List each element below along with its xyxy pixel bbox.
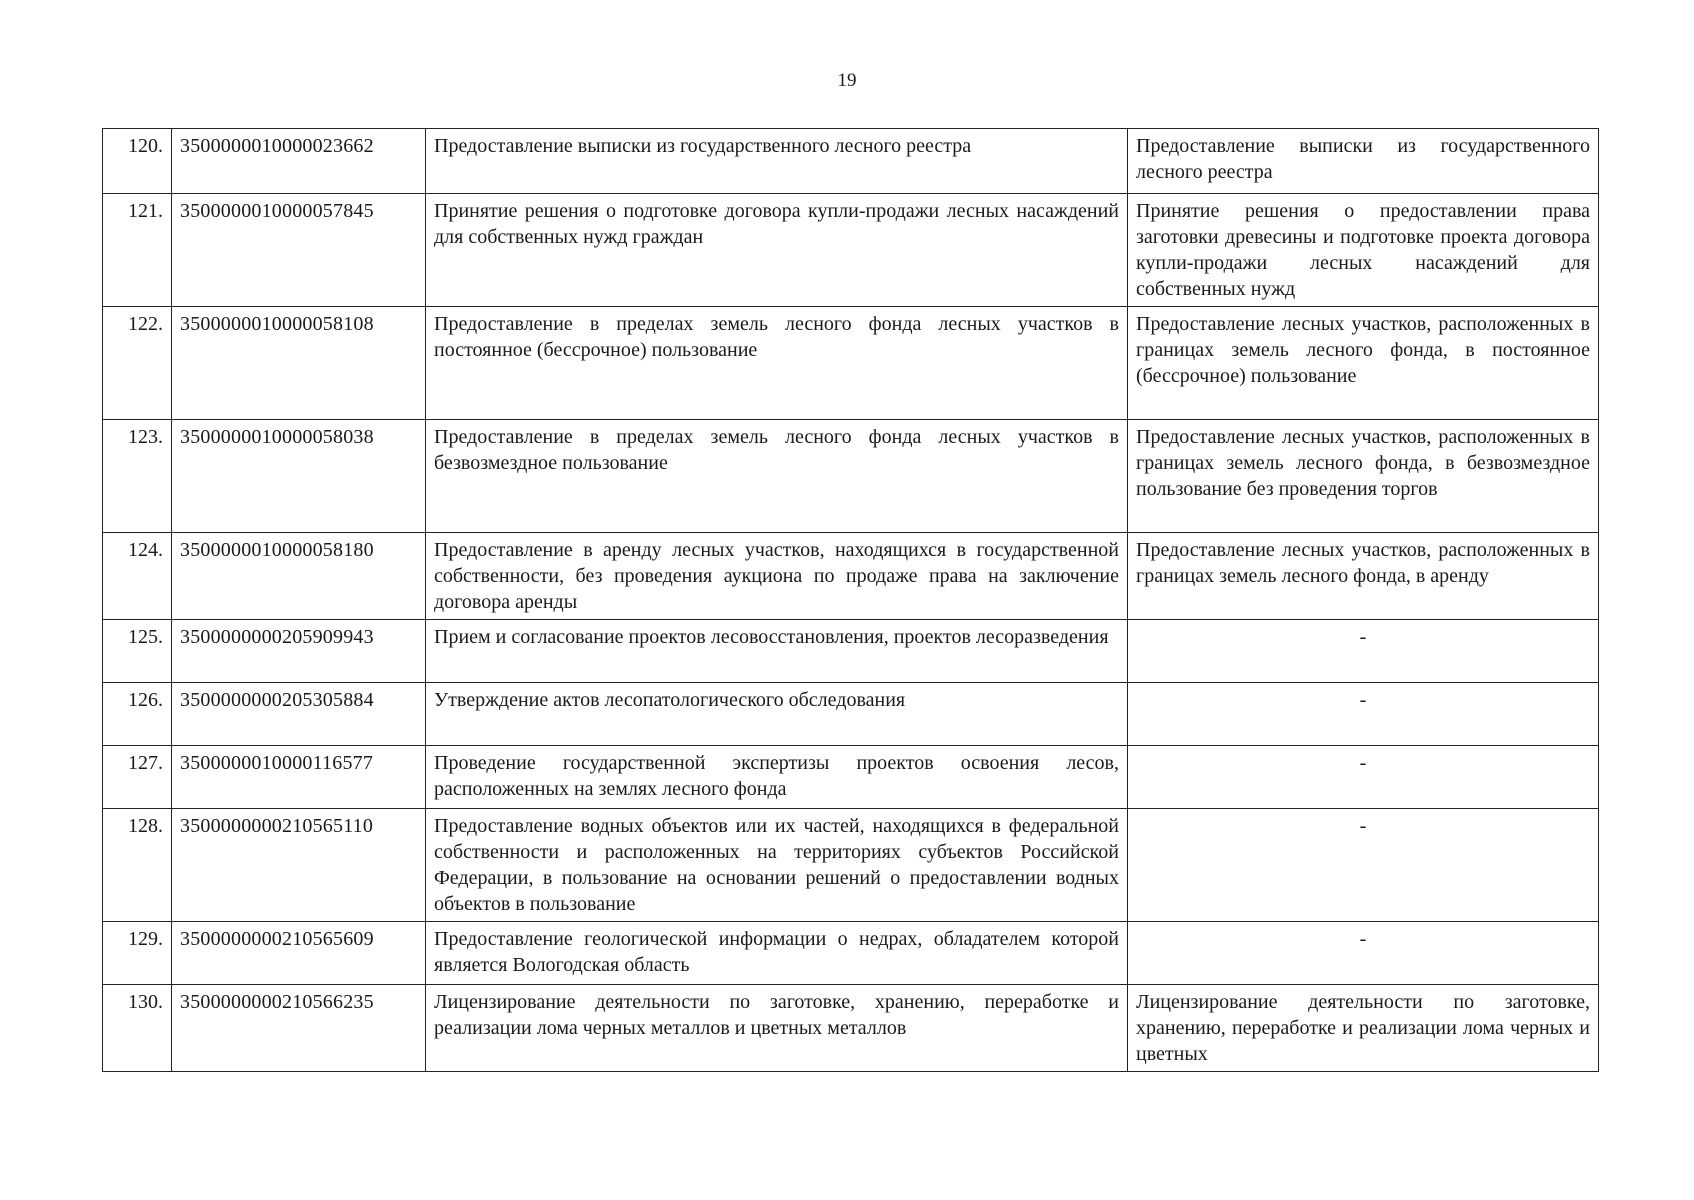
row-number: 124. [103,533,172,620]
previous-service-name: - [1128,746,1599,809]
previous-service-name: Предоставление лесных участков, расположенных в границах земель лесного фонда, в постоянное (бессрочное) пользование [1128,307,1599,420]
row-number: 121. [103,194,172,307]
previous-service-name: - [1128,620,1599,683]
service-name: Предоставление в аренду лесных участков, находящихся в государственной собственности, без проведения аукциона по продаже права на заключение договора аренды [426,533,1128,620]
service-name: Лицензирование деятельности по заготовке, хранению, переработке и реализации лома черных металлов и цветных металлов [426,985,1128,1072]
table-row [103,922,1599,985]
service-code: 3500000000205305884 [172,683,426,746]
service-name: Предоставление в пределах земель лесного фонда лесных участков в безвозмездное пользование [426,420,1128,533]
row-number: 128. [103,809,172,922]
service-code: 3500000000210565110 [172,809,426,922]
row-number: 130. [103,985,172,1072]
table-row [103,620,1599,683]
row-number: 127. [103,746,172,809]
services-table [102,128,1599,1072]
service-code: 3500000000210565609 [172,922,426,985]
table-row [103,746,1599,809]
table-row [103,533,1599,620]
service-code: 3500000010000058180 [172,533,426,620]
service-code: 3500000010000116577 [172,746,426,809]
previous-service-name: - [1128,683,1599,746]
page-number: 19 [837,70,857,91]
table-row [103,809,1599,922]
service-name: Предоставление водных объектов или их частей, находящихся в федеральной собственности и расположенных на территориях субъектов Российской Федерации, в пользование на основании решений о предоставлении водных объектов в пользование [426,809,1128,922]
previous-service-name: Лицензирование деятельности по заготовке, хранению, переработке и реализации лома черных и цветных [1128,985,1599,1072]
service-code: 3500000000205909943 [172,620,426,683]
table-row [103,420,1599,533]
previous-service-name: - [1128,922,1599,985]
table-row [103,985,1599,1072]
service-code: 3500000010000058108 [172,307,426,420]
row-number: 123. [103,420,172,533]
previous-service-name: Предоставление лесных участков, расположенных в границах земель лесного фонда, в безвозмездное пользование без проведения торгов [1128,420,1599,533]
service-code: 3500000000210566235 [172,985,426,1072]
table-row [103,307,1599,420]
service-code: 3500000010000058038 [172,420,426,533]
previous-service-name: - [1128,809,1599,922]
row-number: 126. [103,683,172,746]
table-row [103,194,1599,307]
row-number: 125. [103,620,172,683]
table-row [103,129,1599,194]
previous-service-name: Принятие решения о предоставлении права заготовки древесины и подготовке проекта договора купли-продажи лесных насаждений для собственных нужд [1128,194,1599,307]
previous-service-name: Предоставление лесных участков, расположенных в границах земель лесного фонда, в аренду [1128,533,1599,620]
service-name: Прием и согласование проектов лесовосстановления, проектов лесоразведения [426,620,1128,683]
service-name: Предоставление геологической информации о недрах, обладателем которой является Вологодская область [426,922,1128,985]
service-code: 3500000010000057845 [172,194,426,307]
row-number: 120. [103,129,172,194]
previous-service-name: Предоставление выписки из государственного лесного реестра [1128,129,1599,194]
row-number: 129. [103,922,172,985]
row-number: 122. [103,307,172,420]
service-name: Предоставление в пределах земель лесного фонда лесных участков в постоянное (бессрочное) пользование [426,307,1128,420]
service-name: Проведение государственной экспертизы проектов освоения лесов, расположенных на землях лесного фонда [426,746,1128,809]
table-row [103,683,1599,746]
service-name: Принятие решения о подготовке договора купли-продажи лесных насаждений для собственных нужд граждан [426,194,1128,307]
service-name: Предоставление выписки из государственного лесного реестра [426,129,1128,194]
service-code: 3500000010000023662 [172,129,426,194]
service-name: Утверждение актов лесопатологического обследования [426,683,1128,746]
